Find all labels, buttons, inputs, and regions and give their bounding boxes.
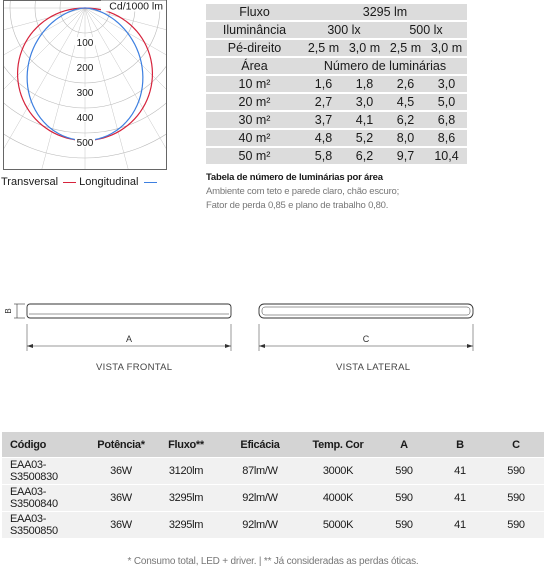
- arrowhead: [467, 344, 473, 348]
- area-cell: 20 m²: [206, 94, 303, 110]
- column-header: Eficácia: [220, 432, 300, 457]
- luminaire-count-cell: 5,8: [303, 148, 344, 164]
- luminaire-count-cell: 5,0: [426, 94, 467, 110]
- polar-unit-label: Cd/1000 lm: [109, 0, 163, 13]
- luminaires-rows: [206, 76, 467, 164]
- illuminance-row: [206, 22, 467, 38]
- ceiling-height: 2,5 m: [303, 40, 344, 56]
- luminaire-count-cell: 3,7: [303, 112, 344, 128]
- table-cell: 590: [376, 511, 432, 538]
- luminaires-table: [206, 2, 467, 166]
- table-cell: 590: [376, 484, 432, 511]
- illuminance-label: Iluminância: [206, 22, 303, 38]
- table-cell: 36W: [90, 511, 152, 538]
- luminaire-count-cell: 4,8: [303, 130, 344, 146]
- product-table-body: [2, 457, 544, 538]
- luminaire-count-cell: 4,1: [344, 112, 385, 128]
- column-header: Fluxo**: [152, 432, 220, 457]
- table-cell: EAA03-S3500850: [2, 511, 90, 538]
- ring-label: 100: [76, 38, 94, 49]
- ceiling-height: 2,5 m: [385, 40, 426, 56]
- count-label: Número de luminárias: [303, 58, 467, 74]
- side-view-body: [259, 304, 473, 318]
- caption-title: Tabela de número de luminárias por área: [206, 172, 383, 183]
- table-cell: 87lm/W: [220, 457, 300, 484]
- polar-spoke: [85, 8, 167, 128]
- polar-legend: [1, 176, 160, 188]
- table-row: [2, 484, 544, 511]
- product-table: [2, 432, 544, 538]
- luminaire-count-cell: 2,7: [303, 94, 344, 110]
- column-header: Código: [2, 432, 90, 457]
- table-cell: 3120lm: [152, 457, 220, 484]
- table-row: [2, 511, 544, 538]
- table-cell: 3295lm: [152, 484, 220, 511]
- dim-a-label: A: [125, 334, 133, 344]
- area-cell: 10 m²: [206, 76, 303, 92]
- legend-transversal-label: Transversal: [1, 176, 59, 188]
- luminaires-row: [206, 76, 467, 92]
- table-cell: 4000K: [300, 484, 376, 511]
- flux-value: 3295 lm: [303, 4, 467, 20]
- ceiling-row: [206, 40, 467, 56]
- legend-longitudinal-swatch: [144, 182, 157, 183]
- column-header: Potência*: [90, 432, 152, 457]
- product-table-header: [2, 432, 544, 457]
- ring-label: 400: [76, 113, 94, 124]
- column-header: A: [376, 432, 432, 457]
- luminaires-row: [206, 112, 467, 128]
- ceiling-height: 3,0 m: [344, 40, 385, 56]
- area-cell: 40 m²: [206, 130, 303, 146]
- table-cell: 92lm/W: [220, 484, 300, 511]
- polar-spoke: [85, 8, 167, 170]
- column-header: Temp. Cor: [300, 432, 376, 457]
- side-view-inner: [262, 307, 470, 315]
- luminaire-count-cell: 6,2: [385, 112, 426, 128]
- luminaire-count-cell: 10,4: [426, 148, 467, 164]
- ceiling-label: Pé-direito: [206, 40, 303, 56]
- ring-label: 500: [76, 138, 94, 149]
- technical-drawings: [0, 296, 546, 360]
- table-cell: 5000K: [300, 511, 376, 538]
- polar-spoke: [3, 8, 85, 170]
- luminaire-count-cell: 6,2: [344, 148, 385, 164]
- table-cell: 590: [488, 457, 544, 484]
- table-cell: 36W: [90, 457, 152, 484]
- column-header: C: [488, 432, 544, 457]
- ring-label: 200: [76, 63, 94, 74]
- polar-spoke: [85, 8, 167, 70]
- table-row: [2, 457, 544, 484]
- legend-longitudinal-label: Longitudinal: [79, 176, 139, 188]
- table-cell: 590: [488, 484, 544, 511]
- arrowhead: [27, 344, 33, 348]
- table-caption: [206, 171, 399, 213]
- table-cell: EAA03-S3500840: [2, 484, 90, 511]
- polar-spoke: [3, 8, 85, 170]
- dim-b-label: B: [4, 308, 13, 314]
- table-cell: 590: [488, 511, 544, 538]
- side-view-label: VISTA LATERAL: [336, 362, 411, 373]
- luminaire-count-cell: 3,0: [426, 76, 467, 92]
- polar-spoke: [85, 8, 167, 170]
- luminaire-count-cell: 2,6: [385, 76, 426, 92]
- luminaires-row: [206, 94, 467, 110]
- luminaire-count-cell: 9,7: [385, 148, 426, 164]
- footnote: * Consumo total, LED + driver. | ** Já consideradas as perdas óticas.: [127, 556, 419, 567]
- luminaires-row: [206, 148, 467, 164]
- table-cell: 36W: [90, 484, 152, 511]
- table-cell: 3000K: [300, 457, 376, 484]
- front-view-label: VISTA FRONTAL: [96, 362, 173, 373]
- luminaire-count-cell: 8,0: [385, 130, 426, 146]
- illuminance-500: 500 lx: [385, 22, 467, 38]
- flux-row: [206, 4, 467, 20]
- area-header-row: [206, 58, 467, 74]
- front-view-body: [27, 304, 231, 318]
- luminaire-count-cell: 1,6: [303, 76, 344, 92]
- luminaire-count-cell: 6,8: [426, 112, 467, 128]
- luminaire-count-cell: 8,6: [426, 130, 467, 146]
- ring-label: 300: [76, 88, 94, 99]
- flux-label: Fluxo: [206, 4, 303, 20]
- table-cell: 41: [432, 484, 488, 511]
- polar-diagram: [3, 0, 167, 170]
- area-cell: 50 m²: [206, 148, 303, 164]
- table-cell: 590: [376, 457, 432, 484]
- polar-spoke: [3, 8, 85, 128]
- table-cell: 41: [432, 511, 488, 538]
- caption-line-2: Fator de perda 0,85 e plano de trabalho 0,80.: [206, 200, 389, 211]
- arrowhead: [225, 344, 231, 348]
- dim-c-label: C: [362, 334, 370, 344]
- table-cell: EAA03-S3500830: [2, 457, 90, 484]
- ceiling-height: 3,0 m: [426, 40, 467, 56]
- luminaire-count-cell: 4,5: [385, 94, 426, 110]
- arrowhead: [259, 344, 265, 348]
- area-label: Área: [206, 58, 303, 74]
- column-header: B: [432, 432, 488, 457]
- table-cell: 92lm/W: [220, 511, 300, 538]
- luminaire-count-cell: 3,0: [344, 94, 385, 110]
- table-cell: 3295lm: [152, 511, 220, 538]
- polar-spoke: [3, 8, 85, 70]
- area-cell: 30 m²: [206, 112, 303, 128]
- table-cell: 41: [432, 457, 488, 484]
- caption-line-1: Ambiente com teto e parede claro, chão escuro;: [206, 186, 400, 197]
- illuminance-300: 300 lx: [303, 22, 385, 38]
- luminaire-count-cell: 5,2: [344, 130, 385, 146]
- luminaire-count-cell: 1,8: [344, 76, 385, 92]
- legend-transversal-swatch: [63, 182, 76, 183]
- luminaires-row: [206, 130, 467, 146]
